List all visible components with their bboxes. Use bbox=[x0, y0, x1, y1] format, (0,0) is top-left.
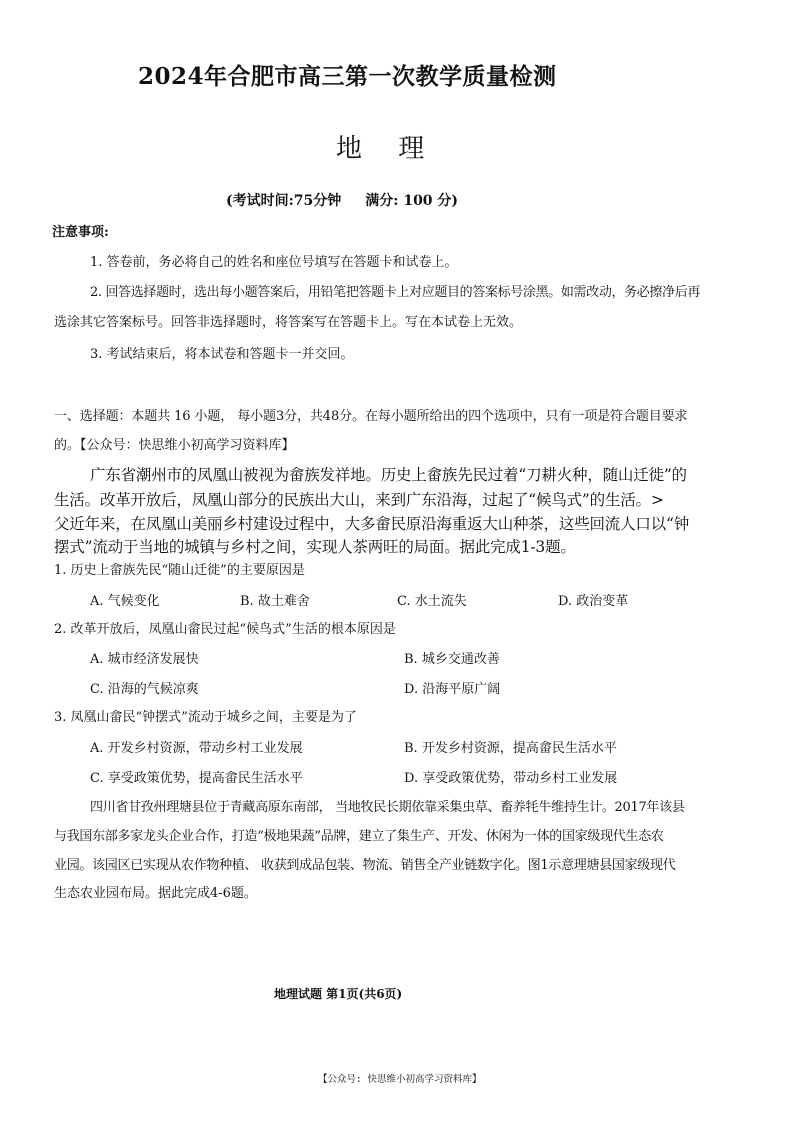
question-3-option-a: A. 开发乡村资源，带动乡村工业发展 bbox=[90, 741, 303, 756]
question-2-option-b: B. 城乡交通改善 bbox=[404, 652, 500, 667]
question-2-option-d: D. 沿海平原广阔 bbox=[404, 682, 501, 697]
question-1-option-d: D. 政治变革 bbox=[558, 594, 629, 609]
exam-title: 2024年合肥市高三第一次教学质量检测 bbox=[138, 63, 557, 90]
question-3-option-b: B. 开发乡村资源，提高畲民生活水平 bbox=[404, 741, 617, 756]
question-3-option-d: D. 享受政策优势，带动乡村工业发展 bbox=[404, 771, 618, 786]
passage-2-line: 与我国东部多家龙头企业合作，打造“极地果蔬”品牌，建立了集生产、开发、休闲为一体的国家级现代生态农 bbox=[54, 829, 664, 844]
passage-2-line: 生态农业园布局。据此完成4-6题。 bbox=[54, 886, 257, 901]
question-2-option-a: A. 城市经济发展快 bbox=[90, 652, 199, 667]
question-3-stem: 3. 凤凰山畲民“钟摆式”流动于城乡之间，主要是为了 bbox=[54, 710, 357, 725]
page-footer: 地理试题 第1页(共6页) bbox=[274, 987, 403, 1001]
passage-1-line: 父近年来，在凤凰山美丽乡村建设过程中，大多畲民原沿海重返大山种茶，这些回流人口以“钟 bbox=[54, 515, 690, 533]
question-3-option-c: C. 享受政策优势，提高畲民生活水平 bbox=[90, 771, 303, 786]
notice-item-2: 2. 回答选择题时，选出每小题答案后，用铅笔把答题卡上对应题目的答案标号涂黑。如需改动，务必擦净后再 bbox=[90, 285, 701, 300]
question-1-option-c: C. 水土流失 bbox=[397, 594, 467, 609]
subject-title: 地 理 bbox=[336, 134, 439, 164]
section-heading: 一、选择题：本题共 16 小题， 每小题3分，共48分。在每小题所给出的四个选项中，只有一项是符合题目要求 bbox=[54, 409, 688, 424]
passage-1-line: 广东省潮州市的凤凰山被视为畲族发祥地。历史上畲族先民过着“刀耕火种，随山迁徙”的 bbox=[90, 466, 687, 484]
question-1-option-a: A. 气候变化 bbox=[90, 594, 160, 609]
section-heading-cont: 的。【公众号：快思维小初高学习资料库】 bbox=[54, 438, 295, 453]
question-1-option-b: B. 故土难舍 bbox=[240, 594, 310, 609]
notice-heading: 注意事项: bbox=[52, 225, 109, 240]
question-2-option-c: C. 沿海的气候凉爽 bbox=[90, 682, 199, 697]
passage-2-line: 四川省甘孜州理塘县位于青藏高原东南部， 当地牧民长期依靠采集虫草、畜养牦牛维持生计。2017年该县 bbox=[90, 800, 685, 815]
full-score: 满分: 100 分) bbox=[365, 193, 459, 209]
notice-item-3: 3. 考试结束后，将本试卷和答题卡一并交回。 bbox=[90, 347, 354, 362]
watermark-text: 【公众号: 快思维小初高学习资料库】 bbox=[318, 1074, 482, 1085]
notice-item-1: 1. 答卷前，务必将自己的姓名和座位号填写在答题卡和试卷上。 bbox=[90, 255, 458, 270]
exam-time: (考试时间:75分钟 bbox=[226, 193, 342, 209]
passage-2-line: 业园。该园区已实现从农作物种植、 收获到成品包装、物流、销售全产业链数字化。图1示意理塘县国家级现代 bbox=[54, 858, 676, 873]
notice-item-2-cont: 选涂其它答案标号。回答非选择题时，将答案写在答题卡上。写在本试卷上无效。 bbox=[54, 315, 523, 330]
passage-1-line: 摆式”流动于当地的城镇与乡村之间，实现人茶两旺的局面。据此完成1-3题。 bbox=[54, 538, 576, 556]
exam-info bbox=[226, 190, 458, 210]
question-1-stem: 1. 历史上畲族先民“随山迁徙”的主要原因是 bbox=[54, 563, 305, 578]
passage-1-line: 生活。改革开放后，凤凰山部分的民族出大山，来到广东沿海，过起了“候鸟式”的生活。> bbox=[54, 491, 664, 509]
question-2-stem: 2. 改革开放后，凤凰山畲民过起“候鸟式”生活的根本原因是 bbox=[54, 622, 396, 637]
